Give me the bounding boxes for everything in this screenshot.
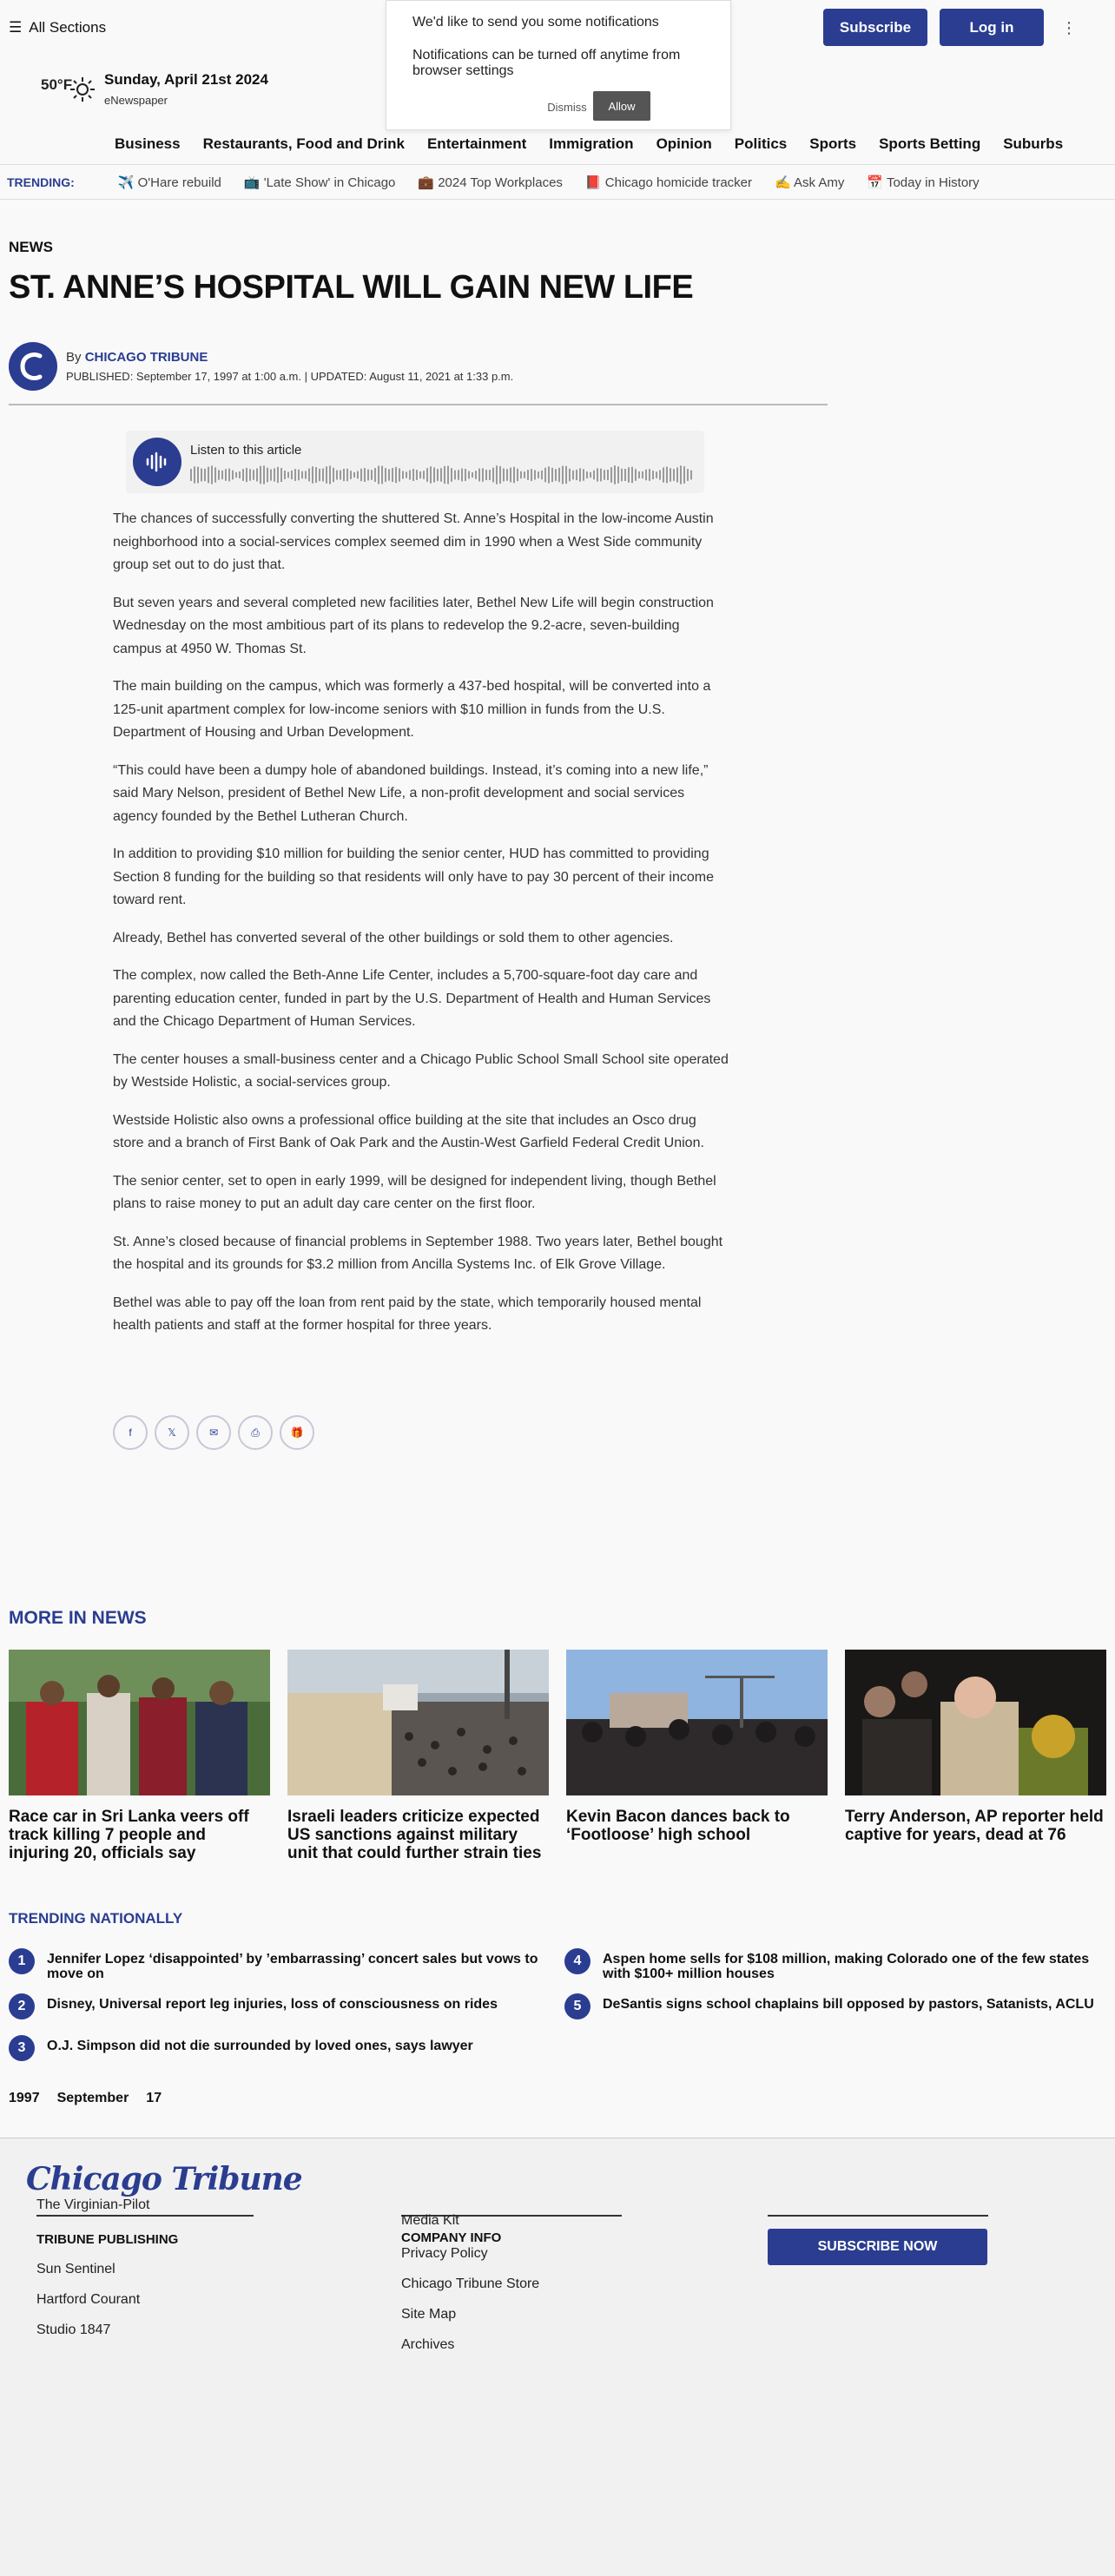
site-footer	[0, 2138, 1115, 2576]
waveform-bar	[503, 468, 505, 481]
waveform-bar	[520, 471, 522, 478]
waveform-bar	[298, 470, 300, 481]
nav-sports[interactable]: Sports	[809, 135, 857, 152]
waveform-bar	[388, 469, 390, 480]
waveform-bar	[569, 469, 571, 482]
waveform-bar	[374, 468, 376, 482]
waveform-bar	[190, 469, 192, 481]
waveform-bar	[635, 469, 637, 480]
trending-items	[118, 175, 980, 190]
nav-immigration[interactable]: Immigration	[549, 135, 634, 152]
facebook-icon[interactable]: f	[113, 1415, 148, 1450]
waveform-bar	[680, 465, 682, 484]
waveform-bar	[412, 469, 414, 481]
waveform-bar	[239, 471, 241, 478]
footer-link-hidden[interactable]	[36, 2232, 140, 2248]
waveform-bar	[357, 471, 359, 479]
article-paragraph: “This could have been a dumpy hole of abandoned buildings. Instead, it’s coming into a new life,” said Mary Nelson, president of Bethel New Life, a non-profit development and social services agency founded by the Bethel Lutheran Church.	[113, 762, 709, 824]
waveform-bar	[204, 469, 206, 481]
waveform-bar	[461, 469, 463, 482]
by-label: By	[66, 350, 82, 365]
waveform-bar	[246, 468, 247, 482]
waveform-bar	[517, 469, 518, 481]
waveform-bar	[676, 467, 678, 482]
audio-waveform[interactable]	[190, 464, 694, 486]
waveform-bar	[628, 467, 630, 483]
waveform-bar	[447, 466, 449, 484]
waveform-bar	[423, 471, 425, 479]
waveform-bar	[197, 467, 199, 484]
waveform-bar	[444, 466, 445, 484]
waveform-bar	[548, 466, 550, 483]
waveform-bar	[235, 472, 237, 478]
waveform-bar	[322, 469, 324, 482]
trending-item[interactable]: 📕 Chicago homicide tracker	[584, 175, 753, 190]
trending-item[interactable]: 📺 'Late Show' in Chicago	[243, 175, 396, 190]
waveform-bar	[360, 469, 362, 481]
waveform-bar	[371, 470, 373, 480]
waveform-bar	[617, 466, 619, 483]
current-date: Sunday, April 21st 2024	[104, 71, 268, 88]
nav-opinion[interactable]: Opinion	[656, 135, 712, 152]
waveform-bar	[378, 465, 379, 484]
waveform-bar	[572, 471, 574, 480]
waveform-bar	[395, 467, 397, 483]
article-body	[113, 508, 729, 1353]
date-breadcrumb	[9, 2091, 162, 2106]
notification-prompt	[386, 0, 731, 130]
rank-badge: 1	[9, 1948, 35, 1974]
date-month-link[interactable]: September	[56, 2091, 129, 2105]
waveform-bar	[513, 467, 515, 484]
waveform-bar	[201, 469, 202, 482]
footer-heading-publishing: TRIBUNE PUBLISHING	[36, 2232, 179, 2247]
waveform-bar	[472, 472, 473, 478]
article-paragraph: The main building on the campus, which was formerly a 437-bed hospital, will be converted into a 125-unit apartment complex for low-income seniors with $10 million in funds from the U.S. Department of Housing and Urban Development.	[113, 679, 711, 740]
waveform-bar	[263, 465, 265, 484]
news-card-title[interactable]: Terry Anderson, AP reporter held captive for years, dead at 76	[845, 1808, 1104, 1844]
waveform-bar	[475, 471, 477, 479]
waveform-bar	[458, 470, 459, 479]
trending-nationally-text[interactable]: Aspen home sells for $108 million, making Colorado one of the few states with $100+ million houses	[603, 1952, 1090, 1981]
waveform-bar	[385, 468, 386, 482]
waveform-bar	[645, 470, 647, 481]
waveform-bar	[228, 469, 230, 482]
article-paragraph: The senior center, set to open in early 1999, will be designed for independent living, though Bethel plans to raise money to put an adult day care center on the first floor.	[113, 1173, 716, 1211]
waveform-bar	[496, 465, 498, 484]
waveform-bar	[270, 469, 272, 480]
waveform-bar	[614, 465, 616, 484]
trending-nationally-text[interactable]: Jennifer Lopez ‘disappointed’ by ’embarrassing’ concert sales but vows to move on	[47, 1952, 538, 1981]
waveform-bar	[683, 466, 685, 484]
waveform-bar	[437, 469, 439, 481]
waveform-bar	[499, 466, 501, 484]
user-menu-icon[interactable]: ⋮	[1061, 19, 1077, 36]
trending-item[interactable]: 📅 Today in History	[867, 175, 980, 190]
waveform-bar	[319, 469, 320, 481]
waveform-bar	[340, 471, 341, 480]
article-paragraph: Bethel was able to pay off the loan from rent paid by the state, which temporarily housed mental health patients and staff at the former hospital for three years.	[113, 1295, 702, 1333]
notification-text: Notifications can be turned off anytime from browser settings	[412, 48, 681, 78]
waveform-bar	[583, 469, 584, 480]
waveform-bar	[242, 469, 244, 481]
nav-sports-betting[interactable]: Sports Betting	[879, 135, 981, 152]
footer-link[interactable]: Privacy Policy	[401, 2246, 488, 2261]
footer-link[interactable]: Site Map	[401, 2307, 457, 2322]
article-paragraph: Already, Bethel has converted several of the other buildings or sold them to other agencies.	[113, 930, 674, 945]
waveform-bar	[253, 470, 254, 480]
waveform-bar	[364, 468, 366, 482]
news-card-title[interactable]: Israeli leaders criticize expected US sanctions against military unit that could further strain ties	[287, 1808, 542, 1862]
waveform-bar	[666, 467, 668, 484]
waveform-bar	[305, 471, 307, 478]
waveform-bar	[284, 471, 286, 479]
waveform-bar	[586, 471, 588, 478]
trending-nationally-text[interactable]: Disney, Universal report leg injuries, loss of consciousness on rides	[47, 1997, 498, 2012]
trending-nationally-item[interactable]	[9, 1993, 547, 2019]
waveform-bar	[558, 468, 560, 482]
waveform-bar	[663, 467, 664, 482]
waveform-bar	[381, 466, 383, 484]
footer-heading-company: COMPANY INFO	[401, 2230, 502, 2245]
publish-date: PUBLISHED: September 17, 1997 at 1:00 a.m. | UPDATED: August 11, 2021 at 1:33 p.m.	[66, 370, 514, 383]
waveform-bar	[232, 471, 234, 480]
tribune-c-icon	[9, 342, 57, 391]
waveform-bar	[454, 471, 456, 480]
menu-icon: ☰	[9, 19, 23, 36]
waveform-bar	[642, 471, 643, 478]
article-paragraph: St. Anne’s closed because of financial problems in September 1988. Two years later, Bethel bought the hospital and its grounds for $3.2 million from Ancilla Systems Inc. of Elk Grove Village.	[113, 1234, 723, 1272]
play-button[interactable]	[133, 438, 181, 486]
waveform-bar	[579, 468, 581, 481]
footer-link[interactable]: Archives	[401, 2337, 455, 2352]
waveform-bar	[673, 469, 675, 481]
email-icon[interactable]: ✉	[196, 1415, 231, 1450]
article-paragraph: The complex, now called the Beth-Anne Life Center, includes a 5,700-square-foot day care and parenting education center, funded in part by the U.S. Department of Health and Human Services and the Chicago Department of Human Services.	[113, 968, 711, 1029]
waveform-bar	[604, 470, 605, 479]
nav-entertainment[interactable]: Entertainment	[426, 135, 527, 152]
waveform-bar	[346, 469, 348, 481]
trending-bar	[0, 165, 1115, 200]
waveform-bar	[291, 471, 293, 479]
share-bar	[113, 1415, 314, 1450]
author-link[interactable]: CHICAGO TRIBUNE	[84, 350, 208, 365]
login-button[interactable]: Log in	[940, 9, 1044, 46]
trending-item[interactable]: 💼 2024 Top Workplaces	[418, 175, 563, 190]
waveform-bar	[392, 468, 393, 482]
waveform-bar	[326, 466, 327, 484]
audio-player	[126, 431, 704, 493]
waveform-bar	[649, 469, 650, 481]
article-paragraph: In addition to providing $10 million for building the senior center, HUD has committed to providing Section 8 funding for the building so that residents will only have to pay 30 percent of their income toward rent.	[113, 847, 714, 907]
waveform-bar	[485, 470, 487, 480]
waveform-bar	[600, 469, 602, 482]
news-card-image[interactable]	[9, 1650, 270, 1795]
news-card-image[interactable]	[287, 1650, 549, 1795]
nav-restaurants[interactable]: Restaurants, Food and Drink	[202, 135, 405, 152]
waveform-bar	[402, 471, 404, 478]
waveform-bar	[489, 470, 491, 480]
waveform-bar	[555, 469, 557, 481]
dismiss-button[interactable]: Dismiss	[547, 100, 587, 114]
audio-wave-icon	[144, 451, 170, 472]
print-icon[interactable]: ⎙	[238, 1415, 273, 1450]
divider	[36, 2215, 254, 2217]
twitter-icon[interactable]: 𝕏	[155, 1415, 189, 1450]
rank-badge: 4	[564, 1948, 590, 1974]
notification-title: We'd like to send you some notifications	[412, 15, 659, 30]
date-day-link[interactable]: 17	[146, 2091, 162, 2105]
waveform-bar	[315, 467, 317, 483]
trending-nationally-item[interactable]	[564, 1993, 1103, 2019]
news-card[interactable]	[287, 1650, 549, 1862]
waveform-bar	[194, 466, 195, 483]
waveform-bar	[492, 468, 494, 483]
trending-item[interactable]: ✈️ O'Hare rebuild	[117, 175, 221, 190]
waveform-bar	[433, 467, 435, 482]
more-in-news-cards	[9, 1650, 1106, 1862]
waveform-bar	[562, 466, 564, 484]
sun-icon	[69, 76, 96, 102]
waveform-bar	[544, 468, 546, 483]
all-sections-button[interactable]	[9, 19, 106, 36]
waveform-bar	[218, 470, 220, 479]
footer-link[interactable]: Sun Sentinel	[36, 2262, 115, 2276]
news-card[interactable]	[9, 1650, 270, 1862]
divider	[768, 2215, 988, 2217]
waveform-bar	[538, 471, 539, 478]
waveform-bar	[277, 467, 279, 483]
waveform-bar	[419, 471, 421, 478]
waveform-bar	[638, 471, 640, 478]
waveform-bar	[590, 472, 591, 478]
waveform-bar	[652, 471, 654, 479]
trending-nationally-item[interactable]	[9, 2035, 547, 2061]
waveform-bar	[670, 468, 671, 482]
nav-business[interactable]: Business	[115, 135, 181, 152]
waveform-bar	[409, 471, 411, 480]
rank-badge: 2	[9, 1993, 35, 2019]
article-paragraph: The chances of successfully converting the shuttered St. Anne’s Hospital in the low-income Austin neighborhood into a social-services complex seemed dim in 1990 when a West Side community group set out to do just that.	[113, 511, 714, 572]
waveform-bar	[399, 468, 400, 481]
waveform-bar	[541, 471, 543, 479]
waveform-bar	[249, 469, 251, 481]
news-card-image[interactable]	[845, 1650, 1106, 1795]
waveform-bar	[551, 468, 553, 482]
waveform-bar	[343, 469, 345, 481]
trending-nationally-list	[9, 1948, 1106, 2061]
waveform-bar	[687, 469, 689, 481]
waveform-bar	[690, 471, 692, 480]
all-sections-label: All Sections	[29, 19, 107, 36]
waveform-bar	[524, 471, 525, 478]
listen-label: Listen to this article	[190, 443, 302, 458]
waveform-bar	[465, 469, 466, 481]
waveform-bar	[426, 468, 428, 482]
news-card-image[interactable]	[566, 1650, 828, 1795]
article-paragraph: The center houses a small-business center and a Chicago Public School Small School site operated by Westside Holistic, a social-services group.	[113, 1051, 729, 1090]
subscribe-button[interactable]: Subscribe	[823, 9, 927, 46]
nav-suburbs[interactable]: Suburbs	[1003, 135, 1064, 152]
waveform-bar	[478, 469, 480, 482]
divider	[9, 404, 828, 405]
trending-nationally-text[interactable]: O.J. Simpson did not die surrounded by loved ones, says lawyer	[47, 2039, 473, 2053]
nav-politics[interactable]: Politics	[734, 135, 788, 152]
waveform-bar	[659, 470, 661, 479]
gift-icon[interactable]: 🎁	[280, 1415, 314, 1450]
main-nav	[115, 135, 1063, 153]
enewspaper-link[interactable]: eNewspaper	[104, 94, 168, 107]
chicago-tribune-logo-icon	[9, 342, 57, 391]
weather-temp: 50°F	[41, 76, 73, 93]
waveform-bar	[534, 471, 536, 480]
waveform-bar	[531, 469, 532, 481]
waveform-bar	[287, 472, 289, 478]
article-headline: ST. ANNE’S HOSPITAL WILL GAIN NEW LIFE	[9, 269, 694, 306]
waveform-bar	[430, 466, 432, 483]
waveform-bar	[267, 468, 268, 483]
trending-nationally-text[interactable]: DeSantis signs school chaplains bill opposed by pastors, Satanists, ACLU	[603, 1997, 1094, 2012]
waveform-bar	[329, 465, 331, 484]
footer-logo[interactable]: Chicago Tribune	[26, 2161, 302, 2197]
trending-item[interactable]: ✍️ Ask Amy	[775, 175, 845, 190]
waveform-bar	[312, 466, 313, 483]
waveform-bar	[208, 467, 209, 484]
waveform-bar	[506, 469, 508, 481]
rank-badge: 3	[9, 2035, 35, 2061]
waveform-bar	[440, 468, 442, 482]
footer-link[interactable]: Hartford Courant	[36, 2292, 141, 2307]
footer-link[interactable]: The Virginian-Pilot	[36, 2197, 150, 2212]
waveform-bar	[610, 467, 612, 483]
waveform-bar	[301, 471, 303, 479]
waveform-bar	[221, 471, 223, 479]
trending-nationally-title: TRENDING NATIONALLY	[9, 1910, 183, 1927]
waveform-bar	[336, 471, 338, 480]
waveform-bar	[482, 468, 484, 481]
waveform-bar	[510, 468, 511, 483]
waveform-bar	[607, 470, 609, 480]
article-paragraph: Westside Holistic also owns a professional office building at the site that includes an Osco drug store and a branch of First Bank of Oak Park and the Austin-West Garfield Federal Credit Union.	[113, 1112, 704, 1150]
waveform-bar	[260, 466, 261, 484]
waveform-bar	[624, 469, 626, 481]
trending-label: TRENDING:	[7, 175, 75, 189]
footer-link[interactable]: Media Kit	[401, 2213, 459, 2228]
waveform-bar	[527, 470, 529, 480]
waveform-bar	[350, 471, 352, 479]
news-card-title[interactable]: Race car in Sri Lanka veers off track killing 7 people and injuring 20, officials say	[9, 1808, 249, 1862]
waveform-bar	[333, 468, 334, 482]
waveform-bar	[367, 470, 369, 481]
footer-link[interactable]: Studio 1847	[36, 2322, 111, 2337]
footer-link[interactable]: Chicago Tribune Store	[401, 2276, 540, 2291]
allow-button[interactable]: Allow	[593, 91, 650, 121]
trending-nationally-item[interactable]	[9, 1948, 547, 1981]
waveform-bar	[631, 467, 633, 483]
section-label[interactable]: NEWS	[9, 239, 53, 255]
news-card[interactable]	[566, 1650, 828, 1862]
waveform-bar	[353, 472, 355, 478]
news-card-title[interactable]: Kevin Bacon dances back to ‘Footloose’ high school	[566, 1808, 790, 1844]
trending-nationally-item[interactable]	[564, 1948, 1103, 1981]
waveform-bar	[214, 467, 216, 482]
footer-subscribe-button[interactable]: SUBSCRIBE NOW	[768, 2229, 987, 2265]
waveform-bar	[256, 468, 258, 481]
waveform-bar	[451, 468, 452, 482]
waveform-bar	[274, 468, 275, 481]
waveform-bar	[308, 469, 310, 482]
waveform-bar	[416, 470, 418, 480]
waveform-bar	[280, 468, 282, 482]
byline	[66, 350, 208, 365]
news-card[interactable]	[845, 1650, 1106, 1862]
date-year-link[interactable]: 1997	[9, 2091, 40, 2105]
waveform-bar	[406, 471, 407, 478]
waveform-bar	[597, 468, 598, 481]
more-in-news-title: MORE IN NEWS	[9, 1608, 147, 1628]
waveform-bar	[565, 466, 567, 484]
waveform-bar	[593, 471, 595, 480]
waveform-bar	[576, 470, 577, 480]
waveform-bar	[225, 469, 227, 481]
waveform-bar	[656, 471, 657, 478]
waveform-bar	[294, 469, 296, 481]
rank-badge: 5	[564, 1993, 590, 2019]
waveform-bar	[211, 465, 213, 484]
waveform-bar	[621, 469, 623, 481]
article-paragraph: But seven years and several completed new facilities later, Bethel New Life will begin construction Wednesday on the most ambitious part of its plans to redevelop the 9.2-acre, seven-building campus at 4950 W. Thomas St.	[113, 595, 714, 656]
waveform-bar	[468, 471, 470, 479]
